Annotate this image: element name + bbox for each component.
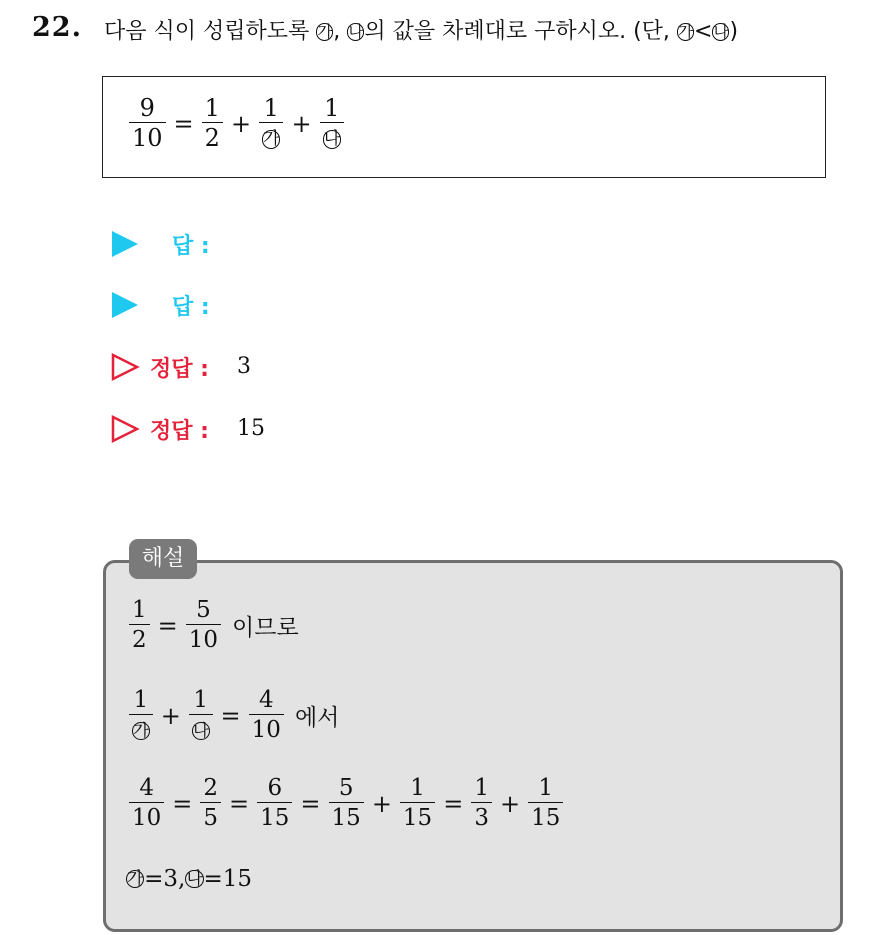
numerator: 1 [132,597,147,623]
correct-answer-arrow-icon [110,352,140,382]
fraction [129,596,150,655]
denominator: 15 [528,802,563,833]
numerator: 4 [139,775,154,801]
answer-arrow-icon [112,231,138,257]
correct-answer-label-1: 정답 : [150,357,209,382]
explanation-text: 이므로 [232,615,299,641]
numerator: 5 [338,775,354,801]
circled-na-mark-2: 나 [713,22,729,42]
denominator: 2 [129,624,150,655]
fraction [186,596,221,655]
plus-sign: + [291,109,312,138]
numerator: 1 [474,775,489,801]
denominator [259,122,283,153]
numerator: 1 [324,94,340,122]
fraction [129,774,164,833]
denominator [320,122,344,153]
less-than-sign: < [693,19,713,44]
plus-sign: + [371,789,392,818]
fraction-lhs [129,94,166,153]
question-comma: , [333,19,348,44]
plus-sign: + [160,701,181,730]
question-text-c: ) [729,19,739,44]
circled-ga-mark: 가 [317,22,333,42]
value-na: =15 [203,866,253,892]
answer-arrow-icon [112,292,138,318]
fraction [471,774,492,833]
numerator: 6 [267,775,283,801]
answer-label-2: 답 : [172,295,210,320]
circled-na-mark: 나 [192,721,209,741]
fraction [257,774,292,833]
numerator: 2 [203,775,219,801]
fraction [189,686,213,745]
fraction-term1 [202,94,223,153]
equals-sign: = [220,701,241,730]
denominator [129,714,153,745]
denominator: 3 [471,802,492,833]
denominator: 15 [257,802,292,833]
question-text-b: 의 값을 차례대로 구하시오. (단, [364,19,677,44]
denominator: 15 [400,802,435,833]
answer-label-1: 답 : [172,234,210,259]
numerator: 4 [258,687,274,713]
fraction [200,774,221,833]
numerator: 9 [139,94,155,122]
denominator: 5 [200,802,221,833]
equals-sign: = [172,789,193,818]
denominator: 15 [329,802,364,833]
correct-answer-value-1: 3 [237,354,251,379]
denominator: 10 [249,714,284,745]
circled-ga-mark: 가 [127,868,144,889]
numerator: 1 [193,687,208,713]
circled-ga-mark: 가 [133,721,149,741]
denominator: 10 [129,802,164,833]
numerator: 1 [538,775,554,801]
numerator: 1 [263,94,279,122]
numerator: 1 [204,94,220,122]
plus-sign: + [230,109,252,138]
equals-sign: = [300,789,321,818]
fraction [129,686,153,745]
correct-answer-arrow-icon [110,414,140,444]
value-ga: =3, [144,866,186,892]
fraction-term2 [259,94,283,153]
correct-answer-label-2: 정답 : [150,419,209,444]
explanation-line-1 [126,596,299,655]
explanation-line-3 [126,774,566,833]
correct-answer-value-2: 15 [237,416,265,441]
circled-na-mark: 나 [186,868,203,889]
explanation-tag: 해설 [129,539,197,579]
question-number: 22. [32,12,82,43]
fraction-term3 [320,94,344,153]
numerator: 5 [196,597,211,623]
numerator: 1 [133,687,149,713]
circled-na-mark: 나 [348,22,364,42]
fraction [329,774,364,833]
fraction [249,686,284,745]
numerator: 1 [410,775,425,801]
explanation-line-4 [126,866,252,892]
question-text-a: 다음 식이 성립하도록 [104,19,317,44]
explanation-line-2 [126,686,339,745]
denominator [189,714,213,745]
equals-sign: = [229,789,250,818]
equals-sign: = [443,789,464,818]
equals-sign: = [157,611,178,640]
circled-ga-mark: 가 [263,129,280,150]
question-text [104,14,738,45]
fraction [400,774,435,833]
fraction [528,774,563,833]
denominator: 2 [202,122,223,153]
circled-ga-mark-2: 가 [677,22,694,42]
explanation-text: 에서 [294,705,340,731]
circled-na-mark: 나 [323,129,341,150]
denominator: 10 [129,122,166,153]
plus-sign: + [499,789,521,818]
equals-sign: = [173,109,194,138]
equation [126,94,347,153]
denominator: 10 [186,624,221,655]
